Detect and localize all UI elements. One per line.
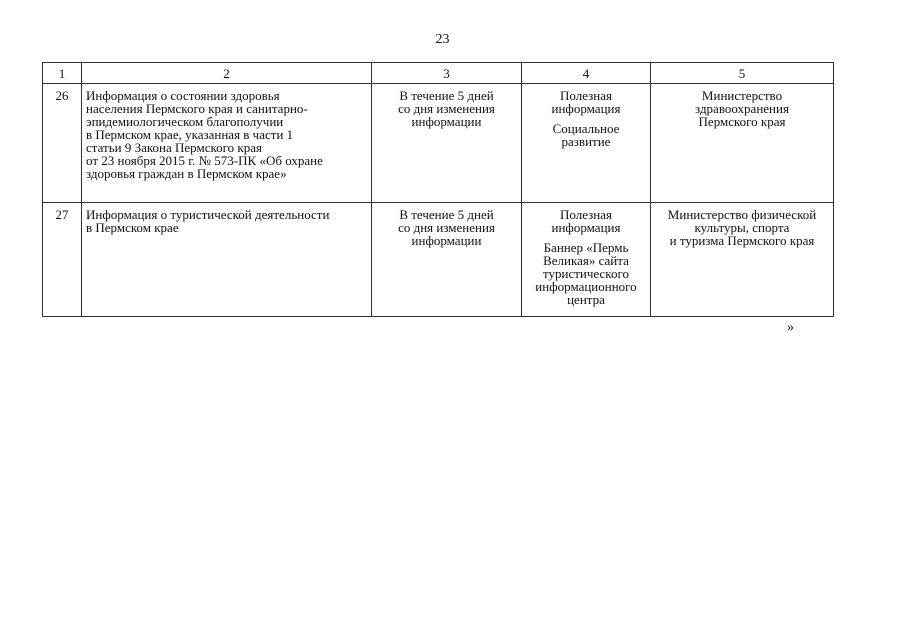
description-line: Информация о туристической деятельности xyxy=(86,207,330,222)
period-line: информации xyxy=(411,114,482,129)
row-period xyxy=(372,203,522,317)
category-line: Полезная xyxy=(560,207,612,222)
category-line: Полезная xyxy=(560,88,612,103)
category-line: информационного xyxy=(535,279,637,294)
header-cell-3: 3 xyxy=(372,63,522,84)
category-line: информация xyxy=(551,220,621,235)
row-responsible xyxy=(651,84,834,203)
category-line: центра xyxy=(567,292,605,307)
document-table xyxy=(42,62,834,317)
category-line: Великая» сайта xyxy=(543,253,629,268)
description-line: статьи 9 Закона Пермского края xyxy=(86,140,262,155)
period-line: информации xyxy=(411,233,482,248)
category-line: Социальное xyxy=(552,121,620,136)
row-number: 27 xyxy=(43,203,82,317)
description-line: в Пермском крае xyxy=(86,220,179,235)
responsible-line: здравоохранения xyxy=(695,101,789,116)
row-number: 26 xyxy=(43,84,82,203)
closing-quote: » xyxy=(787,320,794,335)
description-line: здоровья граждан в Пермском крае» xyxy=(86,166,287,181)
row-category xyxy=(522,84,651,203)
header-cell-1: 1 xyxy=(43,63,82,84)
table-row xyxy=(43,84,834,203)
period-line: со дня изменения xyxy=(398,220,495,235)
category-line: развитие xyxy=(561,134,611,149)
header-cell-5: 5 xyxy=(651,63,834,84)
table-header-row xyxy=(43,63,834,84)
period-line: В течение 5 дней xyxy=(399,88,494,103)
header-cell-4: 4 xyxy=(522,63,651,84)
row-description xyxy=(82,203,372,317)
period-line: В течение 5 дней xyxy=(399,207,494,222)
responsible-line: Министерство xyxy=(701,88,783,103)
row-category xyxy=(522,203,651,317)
row-description xyxy=(82,84,372,203)
description-line: от 23 ноября 2015 г. № 573-ПК «Об охране xyxy=(86,153,323,168)
responsible-line: культуры, спорта xyxy=(694,220,790,235)
responsible-line: и туризма Пермского края xyxy=(669,233,815,248)
table-row xyxy=(43,203,834,317)
description-line: Информация о состоянии здоровья xyxy=(86,88,280,103)
row-responsible xyxy=(651,203,834,317)
page-number: 23 xyxy=(435,32,450,47)
row-period xyxy=(372,84,522,203)
responsible-line: Министерство физической xyxy=(667,207,817,222)
description-line: населения Пермского края и санитарно- xyxy=(86,101,308,116)
category-line: Баннер «Пермь xyxy=(543,240,629,255)
category-line: информация xyxy=(551,101,621,116)
header-cell-2: 2 xyxy=(82,63,372,84)
description-line: в Пермском крае, указанная в части 1 xyxy=(86,127,294,142)
description-line: эпидемиологическом благополучии xyxy=(86,114,284,129)
responsible-line: Пермского края xyxy=(698,114,786,129)
period-line: со дня изменения xyxy=(398,101,495,116)
category-line: туристического xyxy=(543,266,629,281)
